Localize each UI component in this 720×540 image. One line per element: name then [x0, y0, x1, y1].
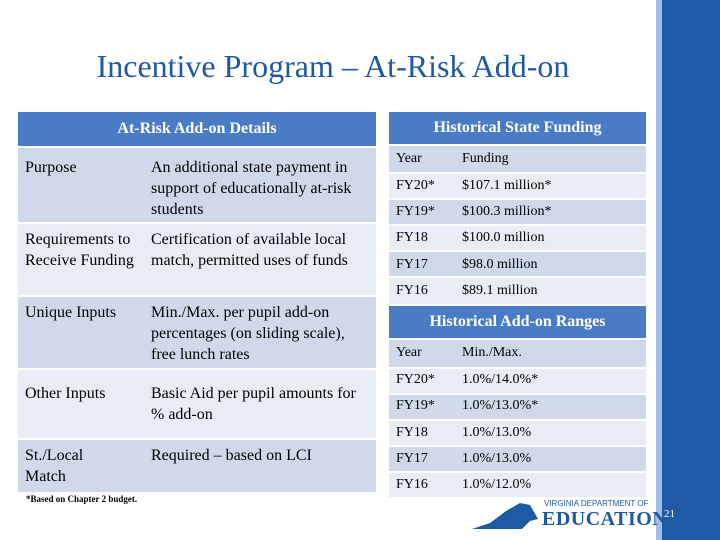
details-table-header: At-Risk Add-on Details	[18, 112, 376, 146]
funding-year: FY17	[396, 257, 428, 272]
funding-table-header: Historical State Funding	[389, 112, 646, 144]
row-value-purpose: An additional state payment in support of educationally at-risk students	[151, 159, 352, 218]
ranges-year: FY20*	[396, 372, 435, 387]
ranges-value: 1.0%/13.0%	[462, 451, 532, 466]
ranges-year: FY16	[396, 477, 428, 492]
ranges-year: FY18	[396, 425, 428, 440]
ranges-year: FY17	[396, 451, 428, 466]
ranges-value: 1.0%/13.0%*	[462, 398, 539, 413]
footnote: *Based on Chapter 2 budget.	[26, 494, 138, 504]
ranges-year: FY19*	[396, 398, 435, 413]
funding-year: FY18	[396, 230, 428, 245]
row-value-other-inputs: Basic Aid per pupil amounts for % add-on	[151, 385, 356, 423]
row-label-requirements: Requirements to Receive Funding	[25, 231, 134, 269]
row-value-unique-inputs: Min./Max. per pupil add-on percentages (on sliding scale), free lunch rates	[151, 304, 345, 363]
row-label-match: St./Local Match	[25, 447, 84, 485]
logo-title: EDUCATION	[542, 508, 668, 530]
ranges-col-year: Year	[396, 345, 422, 360]
ranges-value: 1.0%/13.0%	[462, 425, 532, 440]
row-value-requirements: Certification of available local match, permitted uses of funds	[151, 231, 348, 269]
side-accent-bar	[662, 0, 720, 540]
logo-subtitle: VIRGINIA DEPARTMENT OF	[544, 499, 649, 508]
funding-year: FY19*	[396, 204, 435, 219]
virginia-map-icon	[470, 499, 540, 533]
funding-value: $100.0 million	[462, 230, 545, 245]
funding-col-year: Year	[396, 151, 422, 166]
page-title: Incentive Program – At-Risk Add-on	[96, 48, 570, 84]
funding-year: FY20*	[396, 178, 435, 193]
row-label-purpose: Purpose	[25, 159, 77, 176]
ranges-value: 1.0%/14.0%*	[462, 372, 539, 387]
table-row	[389, 146, 646, 172]
row-value-match: Required – based on LCI	[151, 447, 312, 464]
vdoe-logo	[470, 497, 668, 533]
funding-year: FY16	[396, 283, 428, 298]
row-label-other-inputs: Other Inputs	[25, 385, 106, 402]
ranges-table-header: Historical Add-on Ranges	[389, 306, 646, 338]
ranges-value: 1.0%/12.0%	[462, 477, 532, 492]
row-label-unique-inputs: Unique Inputs	[25, 304, 117, 321]
funding-col-funding: Funding	[462, 151, 509, 166]
funding-value: $89.1 million	[462, 283, 538, 298]
ranges-col-minmax: Min./Max.	[462, 345, 522, 360]
funding-value: $100.3 million*	[462, 204, 552, 219]
funding-value: $107.1 million*	[462, 178, 552, 193]
page-number: 21	[664, 508, 675, 520]
funding-value: $98.0 million	[462, 257, 538, 272]
